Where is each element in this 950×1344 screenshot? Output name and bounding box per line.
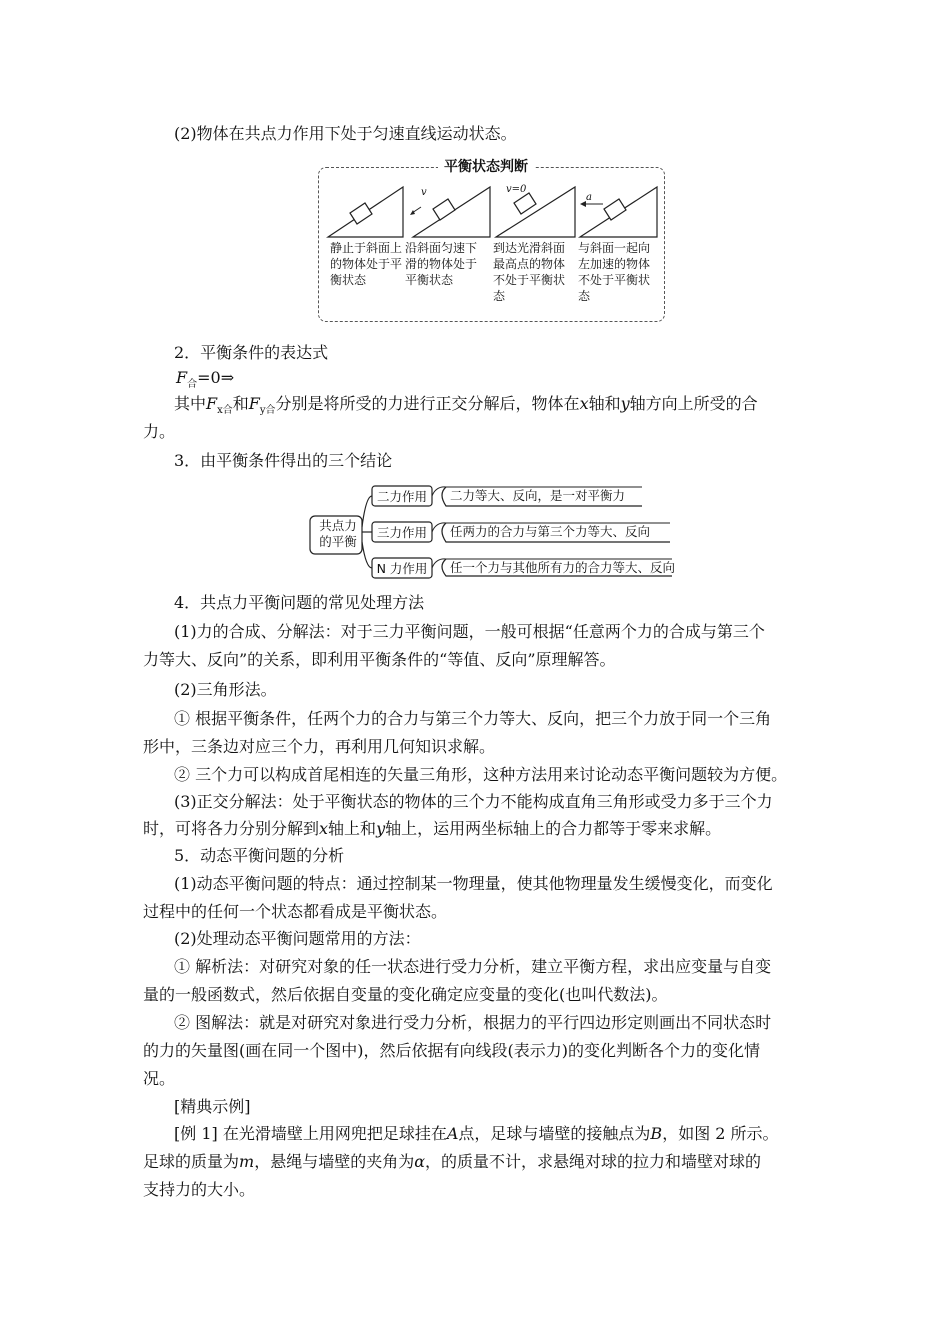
section-5-line: ② 图解法：就是对研究对象进行受力分析，根据力的平行四边形定则画出不同状态时	[174, 1013, 772, 1032]
example-line-1: [例 1] 在光滑墙壁上用网兜把足球挂在A点，足球与墙壁的接触点为B，如图 2 所示。	[174, 1124, 779, 1143]
section-4-line: ② 三个力可以构成首尾相连的矢量三角形，这种方法用来讨论动态平衡问题较为方便。	[174, 765, 788, 784]
mindmap-text-three-forces: 任两力的合力与第三个力等大、反向	[450, 524, 651, 539]
section-5-line: ① 解析法：对研究对象的任一状态进行受力分析，建立平衡方程，求出应变量与自变	[174, 957, 772, 976]
section-5-line: 的力的矢量图(画在同一个图中)，然后依据有向线段(表示力)的变化判断各个力的变化情	[143, 1041, 760, 1060]
panel-caption-static: 静止于斜面上的物体处于平衡状态	[330, 241, 403, 287]
section-5-line: 过程中的任何一个状态都看成是平衡状态。	[143, 902, 448, 921]
section-5-line: (2)处理动态平衡问题常用的方法：	[174, 929, 421, 948]
mindmap-center-line1: 共点力	[319, 518, 357, 533]
example-line-3: 支持力的大小。	[143, 1180, 256, 1199]
section-4-line: (2)三角形法。	[174, 680, 277, 699]
mindmap-node-two-forces: 二力作用	[376, 489, 427, 504]
section-2-text-cont: 力。	[143, 422, 176, 441]
figure-title: 平衡状态判断	[438, 157, 534, 177]
incline-diagrams	[318, 167, 663, 247]
example-line-2: 足球的质量为m，悬绳与墙壁的夹角为α，的质量不计，求悬绳对球的拉力和墙壁对球的	[143, 1152, 762, 1171]
section-2-heading: 2．平衡条件的表达式	[174, 343, 329, 362]
section-4-line: 形中，三条边对应三个力，再利用几何知识求解。	[143, 737, 496, 756]
section-2-text: 其中$F_{x合}$和$F_{y合}$分别是将所受的力进行正交分解后，物体在x轴和y轴方向上所受的合	[174, 394, 758, 416]
acceleration-label: a	[586, 192, 592, 203]
equilibrium-formula: $F_合=0\Rightarrow$	[176, 368, 235, 390]
section-5-line: 量的一般函数式，然后依据自变量的变化确定应变量的变化(也叫代数法)。	[143, 985, 668, 1004]
section-4-line: (3)正交分解法：处于平衡状态的物体的三个力不能构成直角三角形或受力多于三个力	[174, 792, 773, 811]
panel-caption-top: 到达光滑斜面最高点的物体不处于平衡状态	[493, 241, 566, 303]
mindmap-text-two-forces: 二力等大、反向，是一对平衡力	[450, 488, 626, 503]
incline-panel-static	[328, 187, 403, 237]
section-4-line: ① 根据平衡条件，任两个力的合力与第三个力等大、反向，把三个力放于同一个三角	[174, 709, 772, 728]
section-5-heading: 5．动态平衡问题的分析	[174, 846, 345, 865]
section-4-line: 力等大、反向”的关系，即利用平衡条件的“等值、反向”原理解答。	[143, 650, 616, 669]
section-4-line: (1)力的合成、分解法：对于三力平衡问题，一般可根据“任意两个力的合成与第三个	[174, 622, 765, 641]
section-3-heading: 3．由平衡条件得出的三个结论	[174, 451, 393, 470]
mindmap-node-three-forces: 三力作用	[376, 525, 427, 540]
intro-line: (2)物体在共点力作用下处于匀速直线运动状态。	[174, 124, 517, 143]
panel-caption-accelerating: 与斜面一起向左加速的物体不处于平衡状态	[578, 241, 651, 303]
mindmap-text-n-forces: 任一个力与其他所有力的合力等大、反向	[450, 560, 676, 575]
section-5-line: (1)动态平衡问题的特点：通过控制某一物理量，使其他物理量发生缓慢变化，而变化	[174, 874, 773, 893]
mindmap-center-line2: 的平衡	[319, 534, 357, 549]
mindmap-node-n-forces: N 力作用	[376, 561, 428, 576]
panel-caption-sliding: 沿斜面匀速下滑的物体处于平衡状态	[405, 241, 478, 287]
section-4-line-last: 时，可将各力分别分解到x轴上和y轴上，运用两坐标轴上的合力都等于零来求解。	[143, 819, 722, 838]
section-5-line: 况。	[143, 1069, 176, 1088]
section-4-heading: 4．共点力平衡问题的常见处理方法	[174, 593, 425, 612]
example-section-tag: [精典示例]	[174, 1097, 251, 1116]
velocity-zero-label: v=0	[506, 184, 527, 195]
velocity-label: v	[421, 187, 427, 198]
